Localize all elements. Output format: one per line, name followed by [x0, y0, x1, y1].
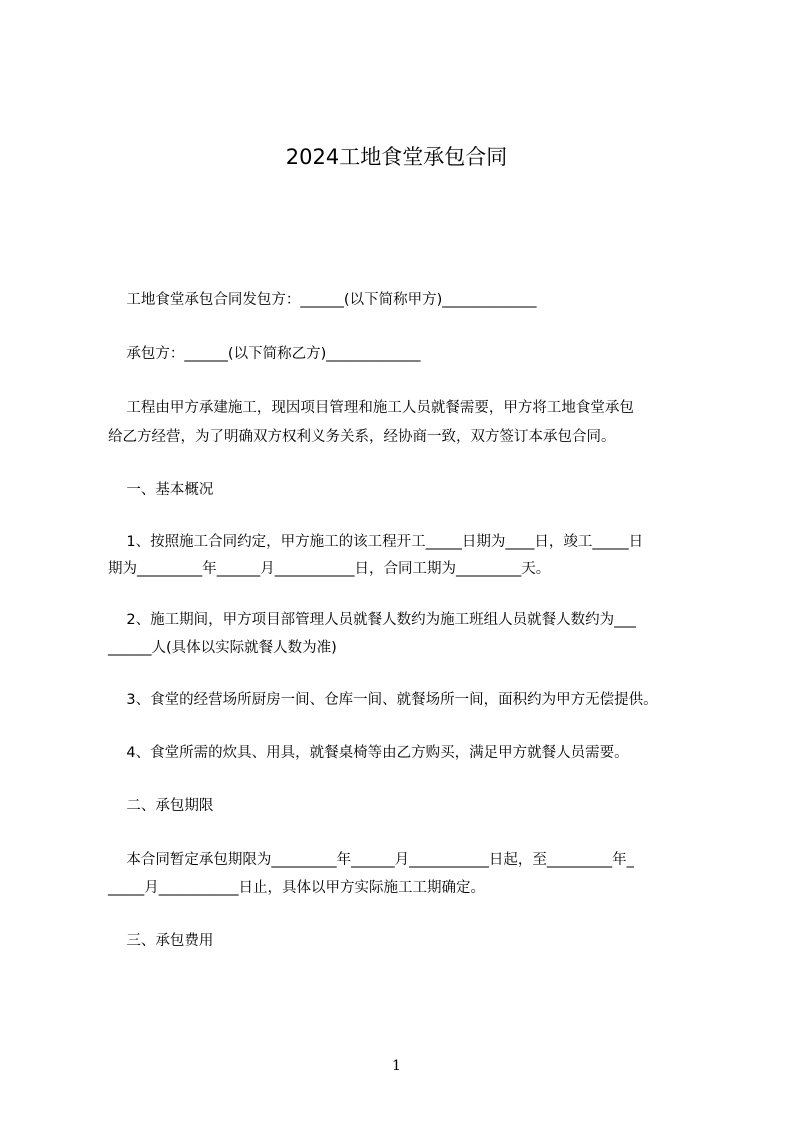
line-contractor: 承包方：______(以下简称乙方)_____________ — [108, 346, 421, 362]
line-intro-2: 给乙方经营，为了明确双方权利义务关系，经协商一致，双方签订本承包合同。 — [108, 429, 616, 445]
line-item4: 4、食堂所需的炊具、用具，就餐桌椅等由乙方购买，满足甲方就餐人员需要。 — [108, 745, 629, 761]
line-item3: 3、食堂的经营场所厨房一间、仓库一间、就餐场所一间，面积约为甲方无偿提供。 — [108, 692, 658, 708]
line-employer: 工地食堂承包合同发包方：______(以下简称甲方)_____________ — [108, 292, 537, 308]
document-title: 2024工地食堂承包合同 — [285, 145, 508, 169]
line-term-1: 本合同暂定承包期限为_________年______月___________日起，至_________年_ — [108, 852, 634, 868]
section-heading-fees: 三、承包费用 — [108, 933, 214, 949]
line-item1-1: 1、按照施工合同约定，甲方施工的该工程开工_____日期为____日，竣工_____日 — [108, 534, 644, 550]
line-intro-1: 工程由甲方承建施工，现因项目管理和施工人员就餐需要，甲方将工地食堂承包 — [108, 400, 634, 416]
section-heading-overview: 一、基本概况 — [108, 482, 214, 498]
line-item2-1: 2、施工期间，甲方项目部管理人员就餐人数约为施工班组人员就餐人数约为___ — [108, 612, 636, 628]
line-item2-2: ______人(具体以实际就餐人数为准) — [108, 640, 337, 656]
line-term-2: _____月___________日止，具体以甲方实际施工工期确定。 — [108, 880, 485, 896]
line-item1-2: 期为_________年______月___________日，合同工期为_________天。 — [108, 561, 551, 577]
section-heading-term: 二、承包期限 — [108, 798, 214, 814]
page-number: 1 — [392, 1058, 401, 1074]
